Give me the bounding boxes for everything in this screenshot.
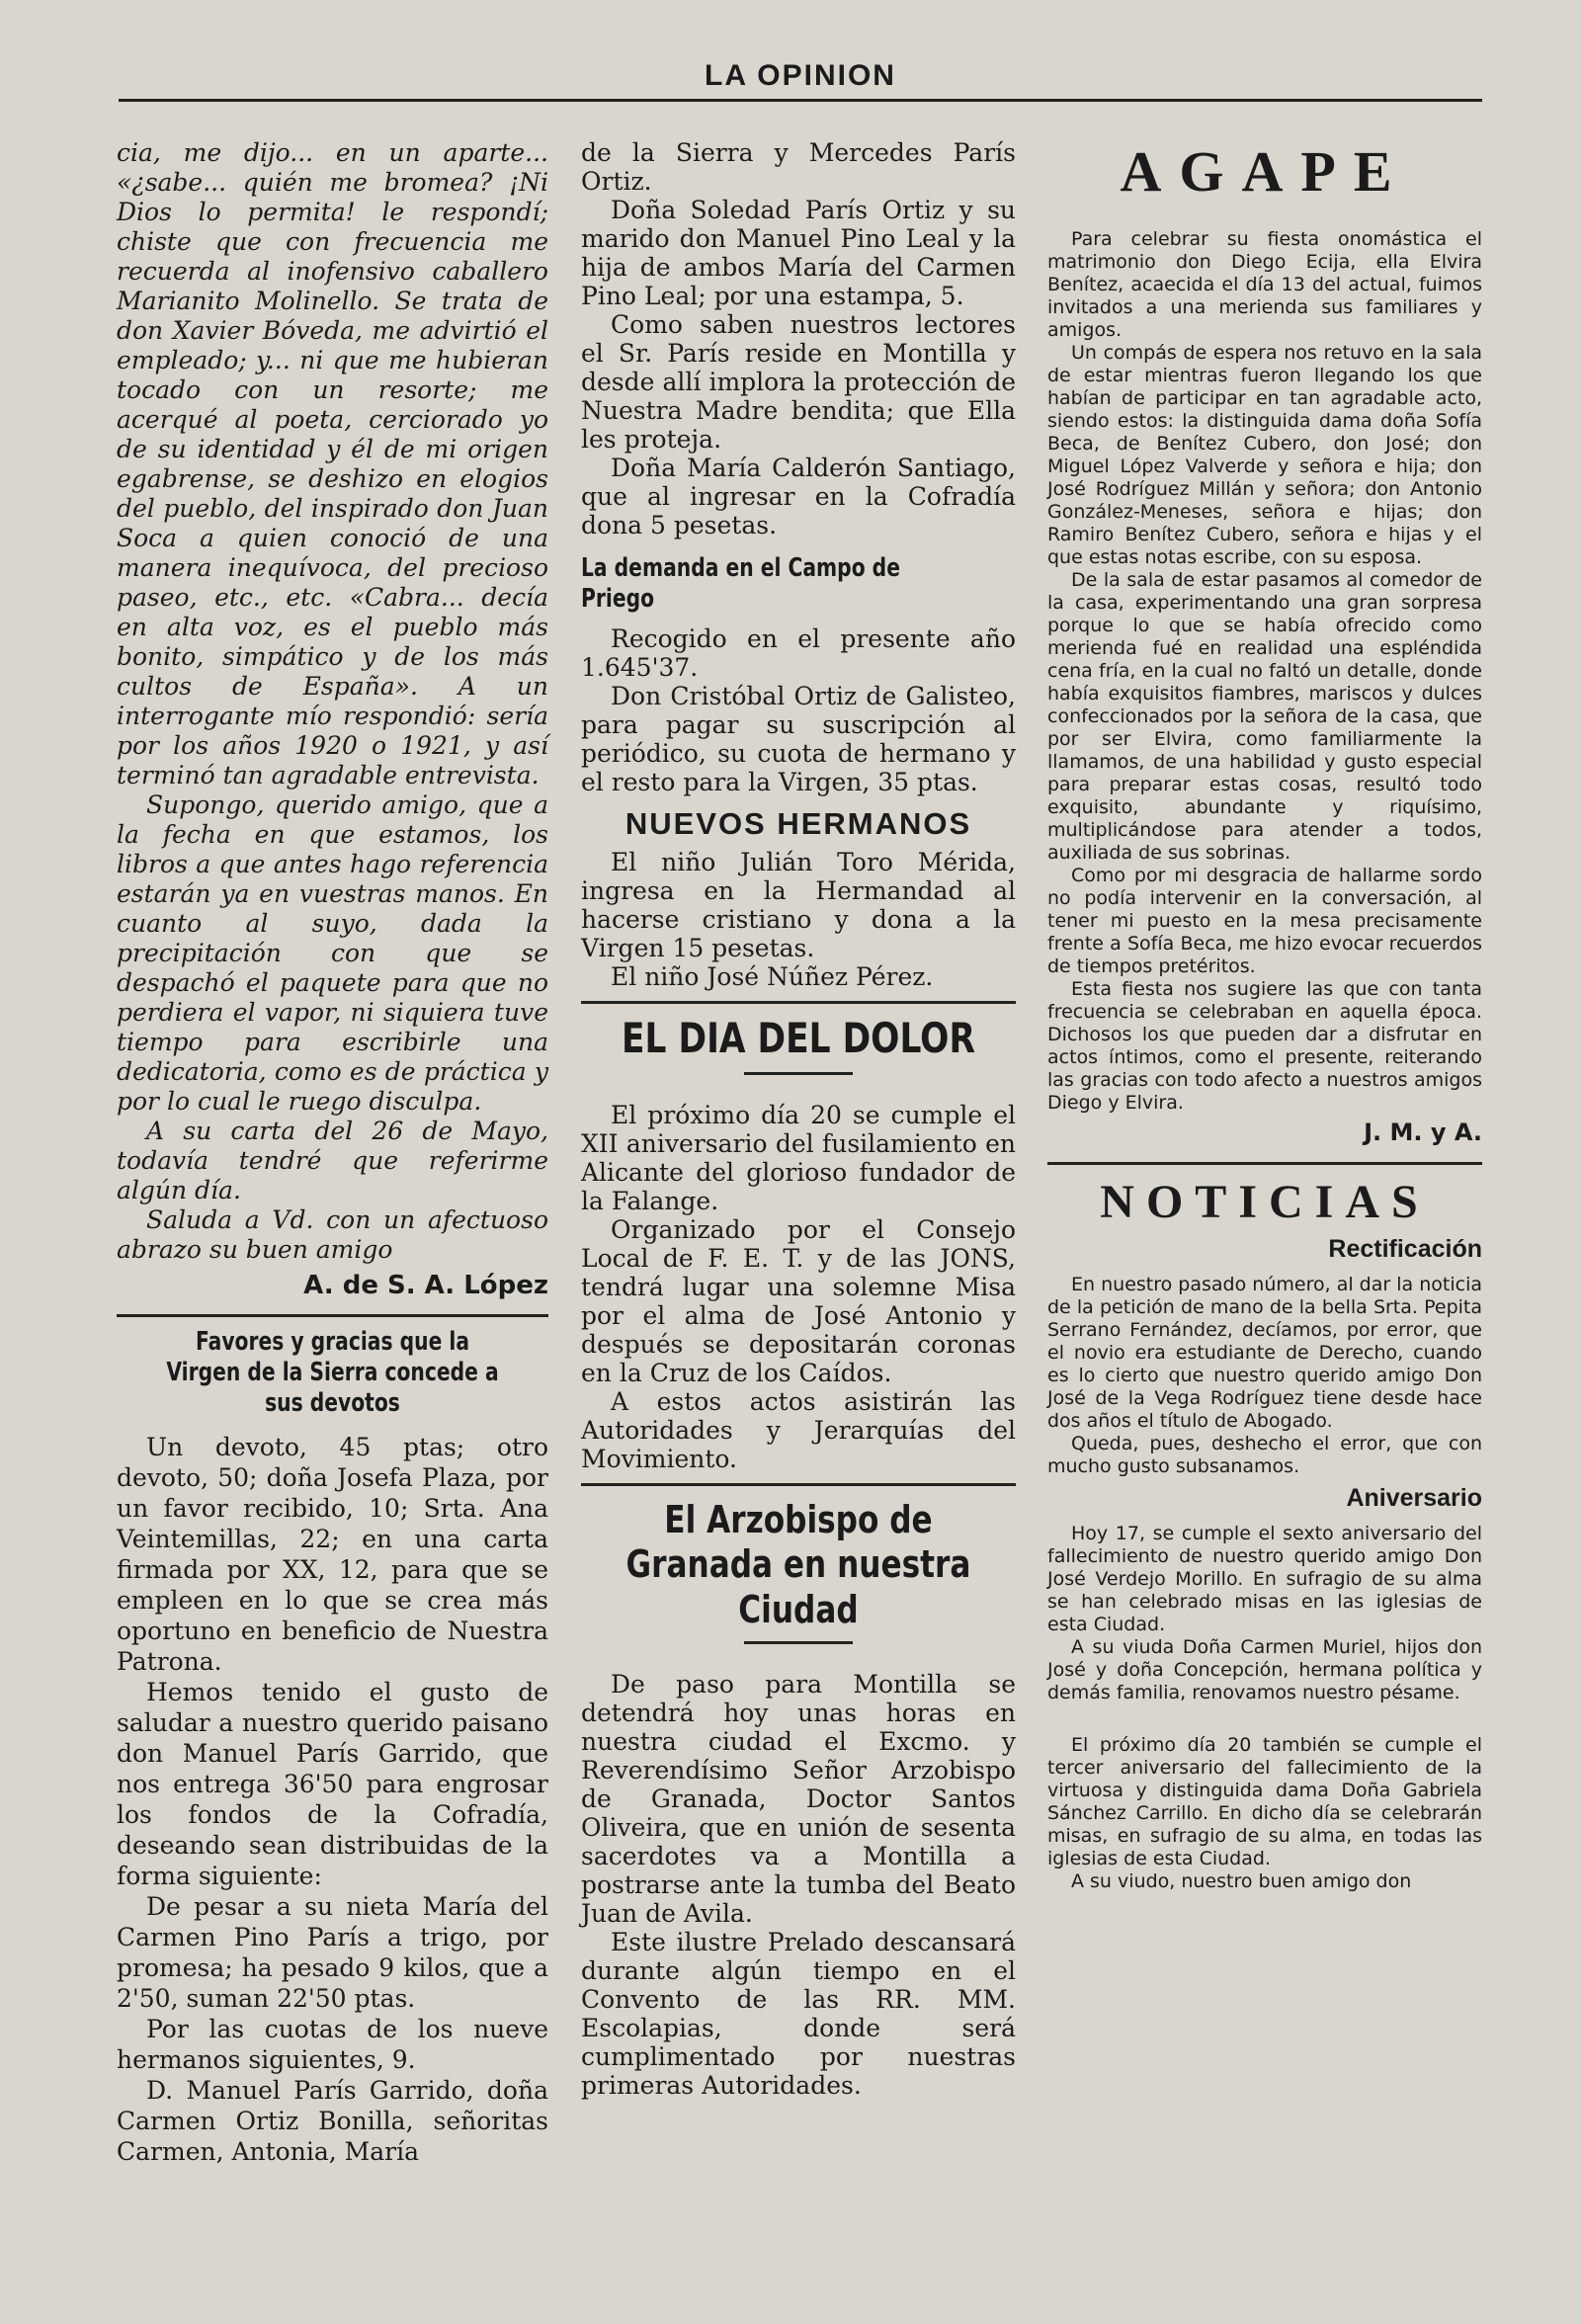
paragraph: A su carta del 26 de Mayo, todavía tendré que referirme algún día. xyxy=(117,1117,548,1204)
masthead-rule xyxy=(119,99,1482,102)
paragraph: De la sala de estar pasamos al comedor de la casa, experimentando una gran sorpresa porque lo que se había ofrecido como merienda fué en realidad una espléndida cena fría, en la cual no faltó un detalle, donde había exquisitos fiambres, mariscos y dulces confeccionados por la señora de la casa, que por ser Elvira, como familiarmente la llamamos, de una habilidad y gusto especial para preparar estas cosas, resultó todo exquisito, abundante y riquísimo, multiplicándose para atender a todos, auxiliada de sus sobrinas. xyxy=(1047,569,1482,864)
paragraph: Esta fiesta nos sugiere las que con tanta frecuencia se celebraban en aquella época. Dichosos los que pueden dar a disfrutar en actos íntimos, como el presente, reiterando las gracias con todo afecto a nuestros amigos Diego y Elvira. xyxy=(1047,978,1482,1114)
paragraph: Don Cristóbal Ortiz de Galisteo, para pagar su suscripción al periódico, su cuota de hermano y el resto para la Virgen, 35 ptas. xyxy=(581,682,1016,797)
page-title: LA OPINION xyxy=(705,59,896,92)
paragraph: A su viuda Doña Carmen Muriel, hijos don José y doña Concepción, hermana política y demás familia, renovamos nuestro pésame. xyxy=(1047,1636,1482,1703)
paragraph: Un devoto, 45 ptas; otro devoto, 50; doña Josefa Plaza, por un favor recibido, 10; Srta. Ana Veintemillas, 22; en una carta firmada por XX, 12, para que se empleen en lo que se crea más oportuno en beneficio de Nuestra Patrona. xyxy=(117,1432,548,1676)
agape-signature: J. M. y A. xyxy=(1364,1119,1482,1146)
paragraph: Hemos tenido el gusto de saludar a nuestro querido paisano don Manuel París Garrido, que nos entrega 36'50 para engrosar los fondos de la Cofradía, deseando sean distribuidas de la forma siguiente: xyxy=(117,1677,548,1890)
divider xyxy=(117,1314,548,1317)
divider xyxy=(581,1483,1016,1486)
paragraph: Saluda a Vd. con un afectuoso abrazo su buen amigo xyxy=(117,1205,548,1264)
dia-del-dolor-heading: EL DIA DEL DOLOR xyxy=(622,1014,975,1063)
demanda-heading: La demanda en el Campo de Priego xyxy=(581,553,900,615)
arzobispo-heading: El Arzobispo de Granada en nuestra Ciudad xyxy=(625,1497,971,1631)
divider xyxy=(581,1001,1016,1004)
paragraph: de la Sierra y Mercedes París Ortiz. xyxy=(581,138,1016,196)
column-3 xyxy=(1047,138,1482,1893)
paragraph: El próximo día 20 también se cumple el tercer aniversario del fallecimiento de la virtuosa y distinguida dama Doña Gabriela Sánchez Carrillo. En dicho día se celebrarán misas, en sufragio de su alma, en todas las iglesias de esta Ciudad. xyxy=(1047,1734,1482,1869)
column-1 xyxy=(117,138,548,2167)
paragraph: El niño Julián Toro Mérida, ingresa en la Hermandad al hacerse cristiano y dona a la Virgen 15 pesetas. xyxy=(581,848,1016,963)
paragraph: Queda, pues, deshecho el error, que con mucho gusto subsanamos. xyxy=(1047,1433,1482,1477)
heading-underline xyxy=(744,1641,853,1644)
paragraph: En nuestro pasado número, al dar la noticia de la petición de mano de la bella Srta. Pepita Serrano Fernández, decíamos, por error, que el novio era estudiante de Derecho, cuando es lo cierto que nuestro querido amigo Don José de la Vega Rodríguez tiene desde hace dos años el título de Abogado. xyxy=(1047,1274,1482,1432)
paragraph: Organizado por el Consejo Local de F. E. T. y de las JONS, tendrá lugar una solemne Misa por el alma de José Antonio y después se depositarán coronas en la Cruz de los Caídos. xyxy=(581,1214,1016,1387)
paragraph: Un compás de espera nos retuvo en la sala de estar mientras fueron llegando los que habían de participar en tan agradable acto, siendo estos: la distinguida dama doña Sofía Beca, de Benítez Cubero, don José; don Miguel López Valverde y señora e hija; don José Rodríguez Millán y señora; don Antonio González-Meneses, señora e hijas; don Ramiro Benítez Cubero, señora e hijas y el que estas notas escribe, con su esposa. xyxy=(1047,342,1482,568)
paragraph: A su viudo, nuestro buen amigo don xyxy=(1071,1870,1412,1892)
paragraph: De paso para Montilla se detendrá hoy unas horas en nuestra ciudad el Excmo. y Reverendísimo Señor Arzobispo de Granada, Doctor Santos Oliveira, que en unión de sesenta sacerdotes va a Montilla a postrarse ante la tumba del Beato Juan de Avila. xyxy=(581,1669,1016,1928)
paragraph: Como saben nuestros lectores el Sr. París reside en Montilla y desde allí implora la protección de Nuestra Madre bendita; que Ella les proteja. xyxy=(581,310,1016,454)
paragraph: Para celebrar su fiesta onomástica el matrimonio don Diego Ecija, ella Elvira Benítez, acaecida el día 13 del actual, fuimos invitados a una merienda sus familiares y amigos. xyxy=(1047,228,1482,341)
letter-signature: A. de S. A. López xyxy=(303,1271,548,1300)
rectificacion-heading: Rectificación xyxy=(1328,1235,1482,1263)
paragraph: cia, me dijo... en un aparte... «¿sabe... quién me bromea? ¡Ni Dios lo permita! le respondí; chiste que con frecuencia me recuerda al inofensivo caballero Marianito Molinello. Se trata de don Xavier Bóveda, me advirtió el empleado; y... ni que me hubieran tocado con un resorte; me acerqué al poeta, cerciorado yo de su identidad y él de mi origen egabrense, se deshizo en elogios del pueblo, del inspirado don Juan Soca a quien conoció de una manera inequívoca, del precioso paseo, etc., etc. «Cabra... decía en alta voz, es el pueblo más bonito, simpático y de los más cultos de España». A un interrogante mío respondió: sería por los años 1920 o 1921, y así terminó tan agradable entrevista. xyxy=(117,138,548,789)
paragraph: A estos actos asistirán las Autoridades y Jerarquías del Movimiento. xyxy=(581,1386,1016,1473)
favores-text xyxy=(117,1432,548,2167)
divider xyxy=(1047,1162,1482,1165)
nuevos-hermanos-heading: NUEVOS HERMANOS xyxy=(624,806,972,842)
aniversario-heading: Aniversario xyxy=(1346,1484,1482,1512)
paragraph: Este ilustre Prelado descansará durante algún tiempo en el Convento de las RR. MM. Escolapias, donde será cumplimentado por nuestras primeras Autoridades. xyxy=(581,1927,1016,2100)
agape-heading: AGAPE xyxy=(1120,139,1410,204)
paragraph: Supongo, querido amigo, que a la fecha en que estamos, los libros a que antes hago referencia estarán ya en vuestras manos. En cuanto al suyo, dada la precipitación con que se despachó el paquete para que no perdiera el vapor, ni siquiera tuve tiempo para escribirle una dedicatoria, como es de práctica y por lo cual le ruego disculpa. xyxy=(117,790,548,1116)
paragraph: El próximo día 20 se cumple el XII aniversario del fusilamiento en Alicante del glorioso fundador de la Falange. xyxy=(581,1100,1016,1215)
paragraph: Como por mi desgracia de hallarme sordo no podía intervenir en la conversación, al tener mi puesto en la mesa precisamente frente a Sofía Beca, me hizo evocar recuerdos de tiempos pretéritos. xyxy=(1047,865,1482,977)
favores-heading: Favores y gracias que la Virgen de la Sierra concede a sus devotos xyxy=(166,1327,499,1419)
heading-underline xyxy=(744,1072,853,1075)
paragraph: Doña Soledad París Ortiz y su marido don Manuel Pino Leal y la hija de ambos María del Carmen Pino Leal; por una estampa, 5. xyxy=(581,196,1016,310)
paragraph: Doña María Calderón Santiago, que al ingresar en la Cofradía dona 5 pesetas. xyxy=(581,454,1016,540)
column-2 xyxy=(581,138,1016,2100)
paragraph: D. Manuel París Garrido, doña Carmen Ortiz Bonilla, señoritas Carmen, Antonia, María xyxy=(117,2075,548,2166)
letter-text xyxy=(117,138,548,1265)
noticias-heading: NOTICIAS xyxy=(1100,1176,1430,1228)
paragraph: El niño José Núñez Pérez. xyxy=(611,962,934,992)
paragraph: Recogido en el presente año 1.645'37. xyxy=(581,624,1016,683)
paragraph: Por las cuotas de los nueve hermanos siguientes, 9. xyxy=(117,2014,548,2074)
paragraph: De pesar a su nieta María del Carmen Pino París a trigo, por promesa; ha pesado 9 kilos, que a 2'50, suman 22'50 ptas. xyxy=(117,1891,548,2013)
paragraph: Hoy 17, se cumple el sexto aniversario del fallecimiento de nuestro querido amigo Don José Verdejo Morillo. En sufragio de su alma se han celebrado misas en las iglesias de esta Ciudad. xyxy=(1047,1523,1482,1635)
